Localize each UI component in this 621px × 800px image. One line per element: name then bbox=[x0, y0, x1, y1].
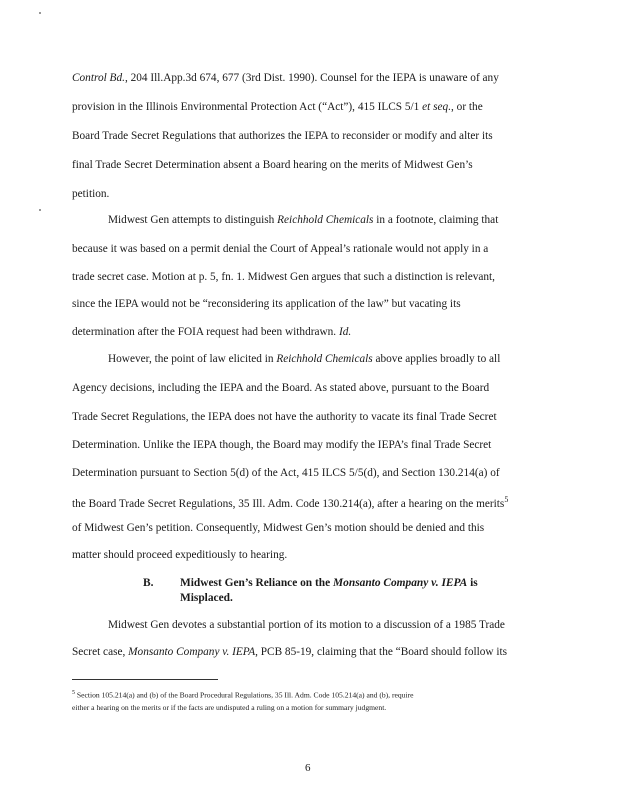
p2-line4: since the IEPA would not be “reconsidering its application of the law” but vacating its bbox=[72, 298, 461, 310]
p1-line3: Board Trade Secret Regulations that authorizes the IEPA to reconsider or modify and alter its bbox=[72, 130, 493, 142]
p2-line2: because it was based on a permit denial the Court of Appeal’s rationale would not apply in a bbox=[72, 243, 489, 255]
p3-line2: Agency decisions, including the IEPA and the Board. As stated above, pursuant to the Board bbox=[72, 382, 490, 394]
scan-speck bbox=[39, 12, 41, 14]
section-heading-line2: Misplaced. bbox=[180, 592, 233, 604]
footnote-line1: $^5$ Section 105.214(a) and (b) of the Board Procedural Regulations, 35 Ill. Adm. Code 105.214(a) and (b), require bbox=[72, 690, 414, 700]
page-number: 6 bbox=[305, 762, 311, 774]
p3-line8: matter should proceed expeditiously to hearing. bbox=[72, 549, 288, 561]
p3-line3: Trade Secret Regulations, the IEPA does not have the authority to vacate its final Trade Secret bbox=[72, 411, 497, 423]
p2-line3: trade secret case. Motion at p. 5, fn. 1. Midwest Gen argues that such a distinction is relevant, bbox=[72, 271, 495, 283]
p4-line2: Secret case, Monsanto Company v. IEPA, PCB 85-19, claiming that the “Board should follow its bbox=[72, 646, 508, 658]
footnote-reference: 5 bbox=[504, 495, 509, 504]
section-label: B. bbox=[143, 577, 154, 589]
p1-line4: final Trade Secret Determination absent a Board hearing on the merits of Midwest Gen’s bbox=[72, 159, 473, 171]
p4-line1: Midwest Gen devotes a substantial portion of its motion to a discussion of a 1985 Trade bbox=[108, 619, 505, 631]
p3-line4: Determination. Unlike the IEPA though, the Board may modify the IEPA’s final Trade Secret bbox=[72, 439, 492, 451]
case-name-control-bd: Control Bd. bbox=[72, 72, 125, 84]
footnote-line2: either a hearing on the merits or if the facts are undisputed a ruling on a motion for summary judgment. bbox=[72, 703, 387, 712]
p2-line5: determination after the FOIA request had been withdrawn. Id. bbox=[72, 326, 352, 338]
p3-line7: of Midwest Gen’s petition. Consequently, Midwest Gen’s motion should be denied and this bbox=[72, 522, 485, 534]
p3-line5: Determination pursuant to Section 5(d) of the Act, 415 ILCS 5/5(d), and Section 130.214(a) of bbox=[72, 467, 500, 479]
p3-line6: the Board Trade Secret Regulations, 35 Ill. Adm. Code 130.214(a), after a hearing on the merits$^5$ bbox=[72, 495, 509, 510]
p1-line1: Control Bd., 204 Ill.App.3d 674, 677 (3rd Dist. 1990). Counsel for the IEPA is unaware of any bbox=[72, 72, 499, 84]
p1-line5: petition. bbox=[72, 188, 110, 200]
p2-line1: Midwest Gen attempts to distinguish Reichhold Chemicals in a footnote, claiming that bbox=[108, 214, 499, 226]
footnote-separator bbox=[72, 679, 218, 680]
p3-line1: However, the point of law elicited in Reichhold Chemicals above applies broadly to all bbox=[108, 353, 501, 365]
p1-line2: provision in the Illinois Environmental Protection Act (“Act”), 415 ILCS 5/1 et seq., or the bbox=[72, 101, 483, 113]
scan-speck bbox=[39, 209, 41, 211]
section-heading-line1: Midwest Gen’s Reliance on the Monsanto Company v. IEPA is bbox=[180, 577, 478, 589]
footnote-number: 5 bbox=[72, 690, 75, 696]
